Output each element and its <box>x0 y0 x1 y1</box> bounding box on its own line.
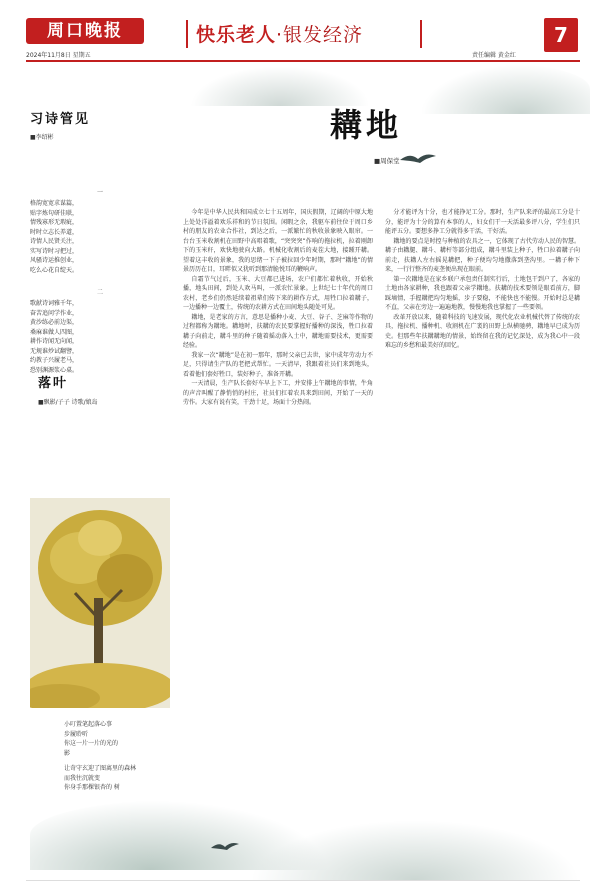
swallow-icon <box>398 150 438 166</box>
article-title: 耩地 <box>330 106 403 144</box>
caption-line: 小叮置笔起落心事 <box>64 721 113 728</box>
poem-author: ■李绍彬 <box>30 134 54 141</box>
caption-line: 让奇守玄迎了图离里的森林 <box>64 765 137 772</box>
poem-line: 约教子兴履老马， <box>30 357 79 364</box>
poem-part-2 <box>30 299 170 375</box>
poem-line: 黄沙练必前边渠， <box>30 319 79 326</box>
caption-line: 你身手那棵银杏的 树 <box>64 784 120 791</box>
section-title-sub: ·银发经济 <box>276 24 364 46</box>
poem-line: 诗情人民贤关注， <box>30 238 79 245</box>
section-title <box>196 20 363 47</box>
header-rule <box>26 60 580 62</box>
article-paragraph: 一天清晨，生产队长套好车早上下工，并安排上午耩地的事情，牛角的声音叫醒了静悄悄的村庄，社员们扛着农具来到田间，开始了一天的劳作。大家有说有笑，干劲十足，场面十分热闹。 <box>183 380 373 406</box>
poem-line: 实写诗时习把过， <box>30 247 79 255</box>
poem-line: 吃么心花自绽天。 <box>30 266 79 274</box>
poem-line: 奋苦追问学作业， <box>30 309 79 317</box>
page-number: 7 <box>544 18 578 52</box>
poem-title: 习诗管见 <box>30 112 91 127</box>
article-paragraph: 第一次耩地是在家乡联户承包责任制实行后，土地包干到户了，各家的土地由各家耕种，我也跟着父亲学耩地。扶耩的技术要领是眼看前方，脚踩墒情，手握耩把均匀地摇，步子要稳，不能快也不能慢。开始时总是耩不直，父亲在旁边一遍遍地教，慢慢地我也掌握了一些要领。 <box>385 275 580 311</box>
article-paragraph: 耩地的要点是时控与种植的农具之一，它体现了古代劳动人民的智慧。耩子由耩腿、耩斗、耩杆等部分组成，耩斗里装上种子，牲口拉着耩子向前走，扶耩人左右摇晃耩把，种子便均匀地撒落到垄沟里。一耩子种下来，一行行整齐的麦垄便出现在眼前。 <box>385 237 580 273</box>
caption-line: 而我往沉就变 <box>64 774 101 782</box>
poem-author: ■飘影/子子 诗歌/娘岛 <box>38 399 98 406</box>
masthead-divider <box>186 20 188 48</box>
editor-credits: 责任编辑 黄金红 <box>472 52 516 59</box>
poem-line: 无规谁炒试翻譬， <box>30 347 79 355</box>
poem-line: 恐别渊源浆心桌。 <box>30 366 79 374</box>
newspaper-logo: 周口晚报 <box>26 18 144 44</box>
poem-caption <box>64 720 136 793</box>
left-column <box>30 80 170 840</box>
poem-line: 桑麻谁做人四图， <box>30 328 79 336</box>
article-paragraph: 分才能评为十分，也才能挣足工分。那时，生产队来评的最高工分是十分，能评为十分的算有本事的人，妇女们干一天活最多评八分，学生们只能评五分。要想多挣工分就得多干活，干好活。 <box>385 209 580 235</box>
poem-line: 耕作诗闻无向闻， <box>30 338 79 345</box>
poem-section-number: 一 <box>96 189 103 196</box>
ink-mountain-decoration <box>420 64 590 114</box>
poem-line: 风骚诗运推创业， <box>30 257 79 264</box>
ginkgo-tree-photo <box>30 498 170 708</box>
swallow-icon <box>210 840 240 852</box>
article-paragraph: 今年是中华人民共和国成立七十五周年，国庆假期，辽阔的中原大地上处处洋溢着欢乐祥和的节日氛围。闲暇之余，我驱车前往位于周口乡村的朋友的农业合作社，到达之后，一派繁忙的秋收景象映入眼帘。一台台玉米收割机在田野中高唱着歌，“突突突”作响的拖拉机，拉着刚卸下的玉米秆，欢快地驶向大路。机械化收割后的麦茬大地，接踵开耩。望着这丰收的景象，我的思绪一下子被拉回少年时期，那时“耩地”的情景历历在目，耳畔似又犹听到那清脆悦耳的鞭响声。 <box>183 209 373 273</box>
poem-line: 格韵宽宽求谋篇， <box>30 200 79 207</box>
poem-line: 歌献诗词雅千年， <box>30 300 79 307</box>
caption-line: 你这一片一片的光的 <box>64 740 119 747</box>
poem-title: 落叶 <box>38 376 69 391</box>
section-title-main: 快乐老人 <box>196 24 277 46</box>
poem-line: 贴字炼句研佳联， <box>30 209 79 217</box>
masthead-divider <box>420 20 422 48</box>
poem-part-1 <box>30 199 170 275</box>
article-column-middle <box>183 208 373 838</box>
article-paragraph: 我家一次“耩地”是在初一那年，那时父亲已去世，家中成年劳动力不足，只得请生产队的老把式帮忙。一天清早，我跟着社员们来到地头，看着他们套好牲口，装好种子，准备开耩。 <box>183 351 373 378</box>
caption-line: 步履聆听 <box>64 730 89 738</box>
issue-date: 2024年11月8日 星期五 <box>26 52 91 59</box>
footer-rule <box>26 880 580 881</box>
article-column-right <box>385 208 580 843</box>
article-author: ■周保堂 <box>374 157 400 165</box>
poem-section-number: 二 <box>96 289 103 296</box>
caption-line: 影 <box>64 749 71 757</box>
poem-line: 情残寡形无瑕疵， <box>30 219 79 226</box>
poem-line: 时时立志长养道， <box>30 228 79 236</box>
article-paragraph: 改革开放以来，随着科技的飞速发展，现代化农业机械代替了传统的农具，拖拉机、播种机、收割机在广袤的田野上纵横驰骋，耩地早已成为历史。但那些年扶耩耩地的情景，始终留在我的记忆深处，成为我心中一段难忘的乡愁和最美好的回忆。 <box>385 313 580 349</box>
article-paragraph: 耩地，是老家的方言，意思是播种小麦、大豆、谷子、芝麻等作物的过程都称为耩地。耩地时，扶耩的农民要掌握好播种的深浅，牲口拉着耩子向前走，耩斗里的种子随着摇动落入土中，耩地需要技术，更需要经验。 <box>183 313 373 349</box>
ginkgo-tree-illustration <box>30 498 170 708</box>
article-paragraph: 自霜节气过后，玉米、大豆都已进场，农户们都忙着秋收，开始秋播，地头田间，到处人欢马叫，一派农忙景象。上世纪七十年代的周口农村，老乡们仍然延续着祖辈们传下来的耕作方式，用牲口拉着耩子，一边播种一边覆土，传统的农耕方式在田间地头随处可见。 <box>183 275 373 311</box>
